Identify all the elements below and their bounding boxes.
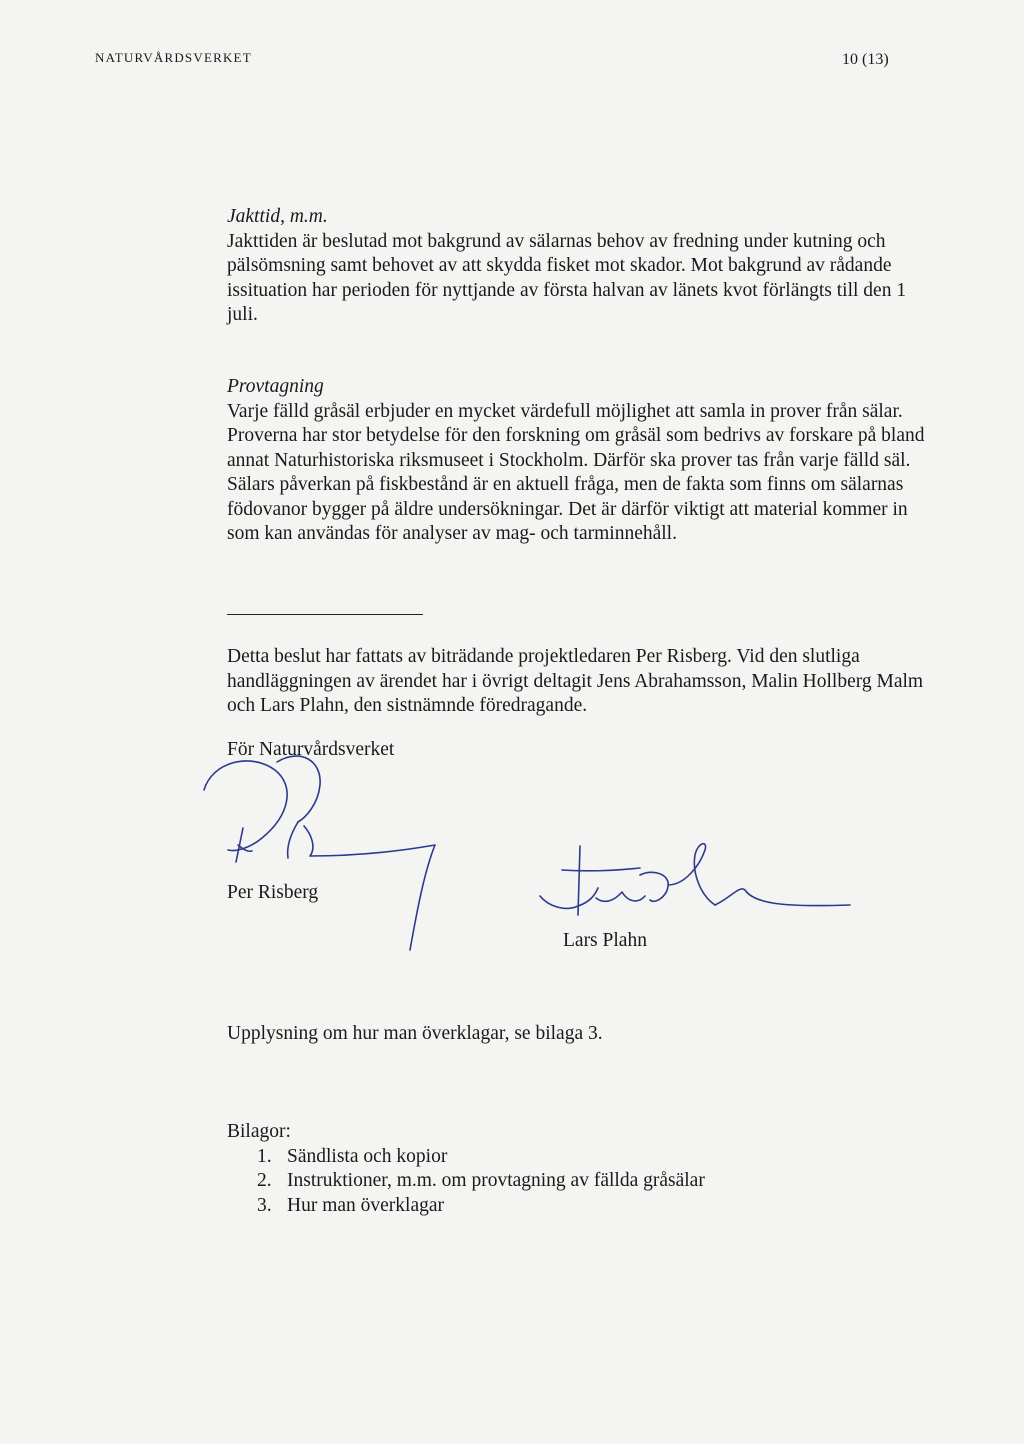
signer-name-plahn: Lars Plahn <box>563 930 647 951</box>
attachment-text: Instruktioner, m.m. om provtagning av fällda gråsälar <box>287 1170 705 1191</box>
attachments-title: Bilagor: <box>227 1121 291 1142</box>
attachment-number: 3. <box>257 1194 272 1216</box>
signing-for-org: För Naturvårdsverket <box>227 739 395 760</box>
attachment-text: Sändlista och kopior <box>287 1145 448 1167</box>
attachment-number: 1. <box>257 1145 272 1167</box>
signer-name-risberg: Per Risberg <box>227 882 319 903</box>
section-body: Jakttiden är beslutad mot bakgrund av sälarnas behov av fredning under kutning och pälsömsning samt behovet av att skydda fisket mot skador. Mot bakgrund av rådande issituation har perioden för nyttjande av första halvan av länets kvot förlängts till den 1 juli. <box>227 230 907 325</box>
attachments-list <box>227 1145 705 1219</box>
header-organization: NATURVÅRDSVERKET <box>95 50 252 65</box>
attachment-item <box>227 1194 705 1219</box>
attachments <box>227 1120 705 1218</box>
signature-lars-plahn <box>540 844 850 915</box>
decision-text: Detta beslut har fattats av biträdande projektledaren Per Risberg. Vid den slutliga handläggningen av ärendet har i övrigt deltagit Jens Abrahamsson, Malin Hollberg Malm och Lars Plahn, den sistnämnde föredragande. <box>227 646 924 716</box>
section-heading: Provtagning <box>227 376 324 397</box>
page-number: 10 (13) <box>842 51 889 68</box>
attachment-item <box>227 1169 705 1194</box>
section-heading: Jakttid, m.m. <box>227 206 328 227</box>
signature-per-risberg <box>204 756 435 950</box>
attachment-text: Hur man överklagar <box>287 1194 445 1216</box>
attachment-item <box>227 1145 705 1170</box>
attachment-number: 2. <box>257 1170 272 1191</box>
appeal-note: Upplysning om hur man överklagar, se bilaga 3. <box>227 1023 603 1044</box>
section-body: Varje fälld gråsäl erbjuder en mycket värdefull möjlighet att samla in prover från sälar. Proverna har stor betydelse för den forskning om gråsäl som bedrivs av forskare på bland annat Naturhistoriska riksmuseet i Stockholm. Därför ska prover tas från varje fälld säl. Sälars påverkan på fiskbestånd är en aktuell fråga, men de fakta som finns om sälarnas födovanor bygger på äldre undersökningar. Det är därför viktigt att material kommer in som kan användas för analyser av mag- och tarminnehåll. <box>227 400 925 544</box>
